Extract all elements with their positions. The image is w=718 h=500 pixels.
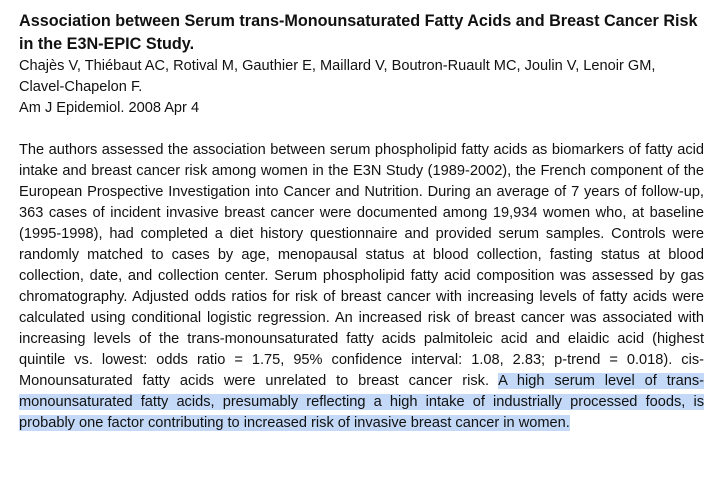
- article-title: Association between Serum trans-Monounsaturated Fatty Acids and Breast Cancer Risk in the E3N-EPIC Study.: [19, 12, 698, 53]
- highlighted-conclusion: A high serum level of trans-monounsaturated fatty acids, presumably reflecting a high intake of industrially processed foods, is probably one factor contributing to increased risk of invasive breast cancer in women.: [19, 373, 705, 431]
- journal-citation: Am J Epidemiol. 2008 Apr 4: [19, 100, 200, 116]
- abstract-paragraph: [19, 140, 704, 434]
- abstract-text: The authors assessed the association between serum phospholipid fatty acids as biomarkers of fatty acid intake and breast cancer risk among women in the E3N Study (1989-2002), the French component of the European Prospective Investigation into Cancer and Nutrition. During an average of 7 years of follow-up, 363 cases of incident invasive breast cancer were documented among 19,934 women who, at baseline (1995-1998), had completed a diet history questionnaire and provided serum samples. Controls were randomly matched to cases by age, menopausal status at blood collection, fasting status at blood collection, date, and collection center. Serum phospholipid fatty acid composition was assessed by gas chromatography. Adjusted odds ratios for risk of breast cancer with increasing levels of fatty acids were calculated using conditional logistic regression. An increased risk of breast cancer was associated with increasing levels of the trans-monounsaturated fatty acids palmitoleic acid and elaidic acid (highest quintile vs. lowest: odds ratio = 1.75, 95% confidence interval: 1.08, 2.83; p-trend = 0.018). cis-Monounsaturated fatty acids were unrelated to breast cancer risk.: [19, 142, 704, 389]
- author-list: Chajès V, Thiébaut AC, Rotival M, Gauthier E, Maillard V, Boutron-Ruault MC, Joulin V, Lenoir GM, Clavel-Chapelon F.: [19, 58, 656, 95]
